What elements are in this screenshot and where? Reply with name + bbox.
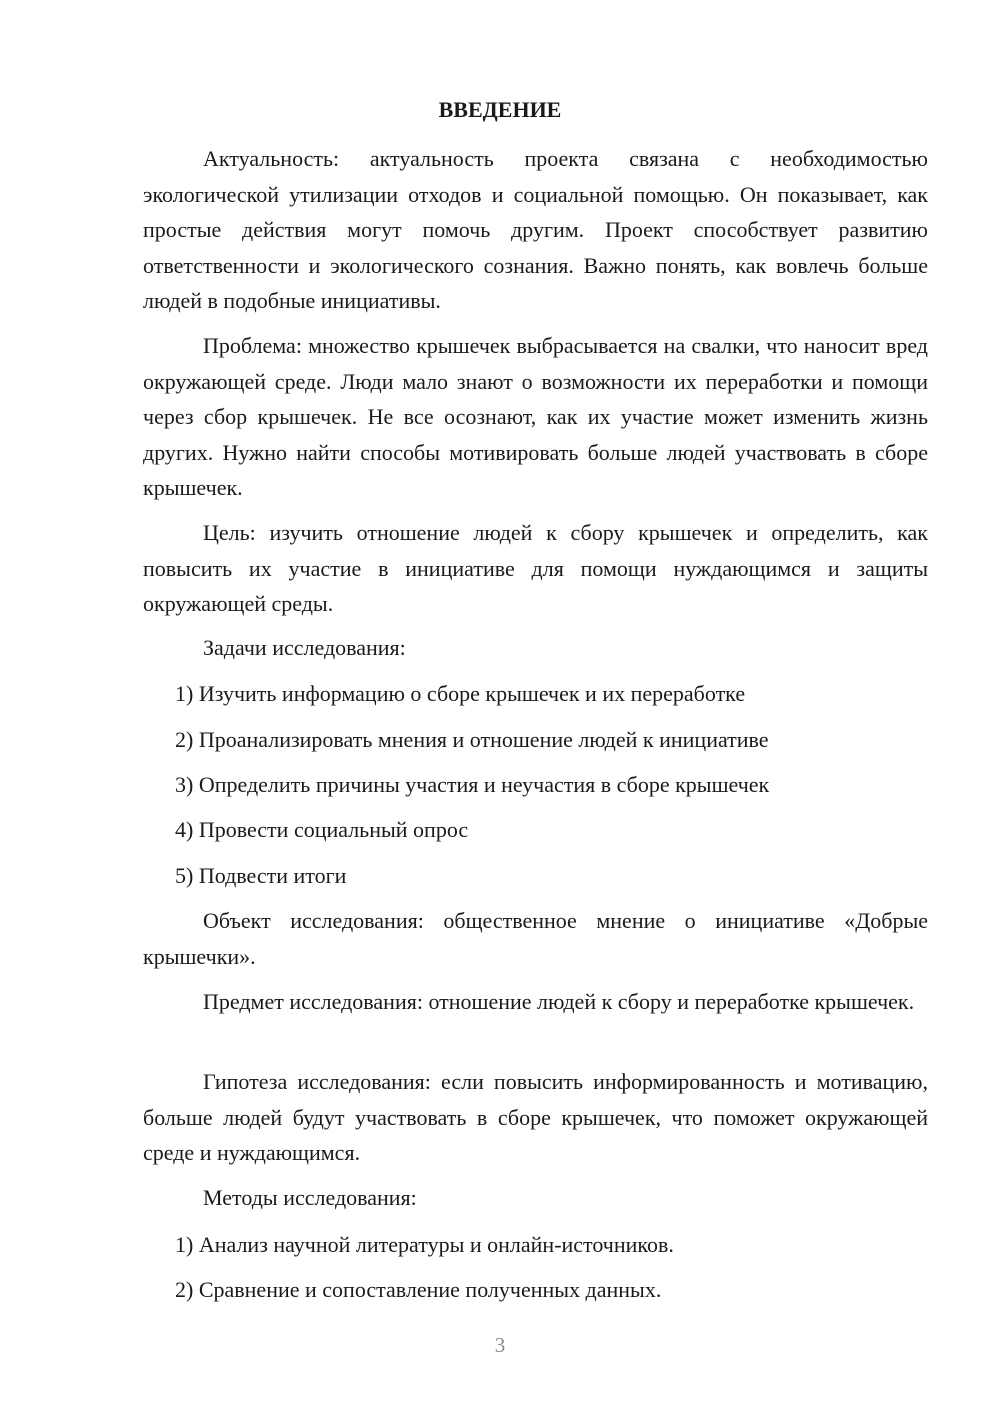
task-item: 4) Провести социальный опрос <box>175 817 469 842</box>
task-item: 3) Определить причины участия и неучастия в сборе крышечек <box>175 772 770 797</box>
section-heading: ВВЕДЕНИЕ <box>438 97 562 122</box>
hypothesis-paragraph: Гипотеза исследования: если повысить информированность и мотивацию, больше людей будут участвовать в сборе крышечек, что поможет окружающей среде и нуждающимся. <box>143 1069 928 1165</box>
task-item: 2) Проанализировать мнения и отношение людей к инициативе <box>175 727 769 752</box>
tasks-title: Задачи исследования: <box>203 635 406 660</box>
relevance-paragraph: Актуальность: актуальность проекта связана с необходимостью экологической утилизации отходов и социальной помощью. Он показывает, как простые действия могут помочь другим. Проект способствует развитию ответственности и экологического сознания. Важно понять, как вовлечь больше людей в подобные инициативы. <box>143 146 928 313</box>
method-item: 2) Сравнение и сопоставление полученных данных. <box>175 1277 662 1302</box>
page-number: 3 <box>494 1333 506 1357</box>
subject-paragraph: Предмет исследования: отношение людей к сбору и переработке крышечек. <box>203 989 915 1014</box>
object-paragraph: Объект исследования: общественное мнение о инициативе «Добрые крышечки». <box>143 908 928 969</box>
goal-paragraph: Цель: изучить отношение людей к сбору крышечек и определить, как повысить их участие в инициативе для помощи нуждающимся и защиты окружающей среды. <box>143 520 928 616</box>
task-item: 1) Изучить информацию о сборе крышечек и их переработке <box>175 681 746 706</box>
problem-paragraph: Проблема: множество крышечек выбрасывается на свалки, что наносит вред окружающей среде. Люди мало знают о возможности их переработки и помощи через сбор крышечек. Не все осознают, как их участие может изменить жизнь других. Нужно найти способы мотивировать больше людей участвовать в сборе крышечек. <box>143 333 928 500</box>
methods-title: Методы исследования: <box>203 1185 417 1210</box>
method-item: 1) Анализ научной литературы и онлайн-источников. <box>175 1232 674 1257</box>
task-item: 5) Подвести итоги <box>175 863 347 888</box>
